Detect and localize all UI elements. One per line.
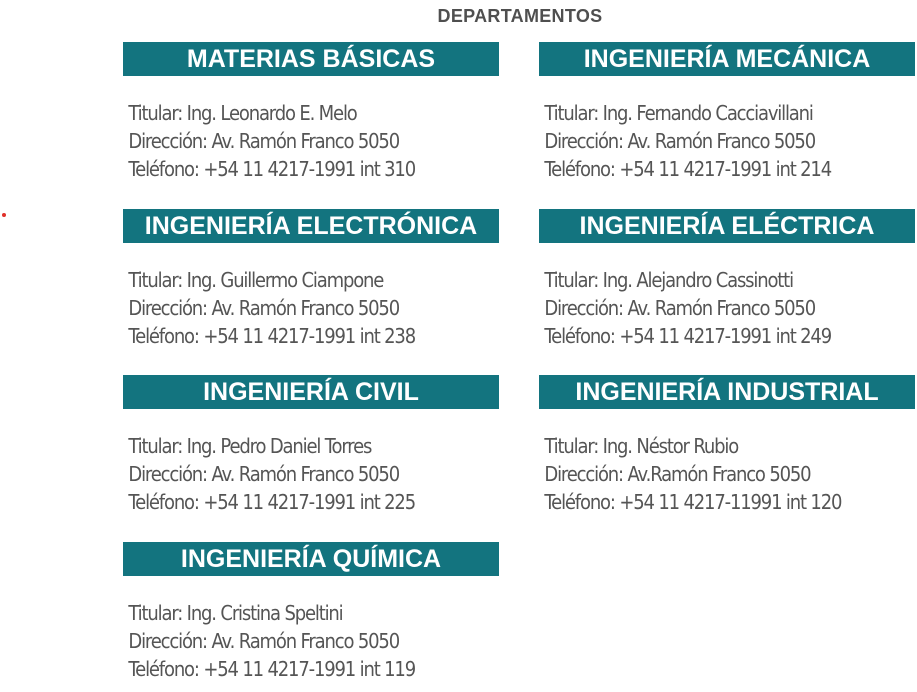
department-titular: Titular: Ing. Leonardo E. Melo [128,101,357,125]
department-telefono: Teléfono: +54 11 4217-1991 int 225 [128,490,415,514]
department-direccion: Dirección: Av. Ramón Franco 5050 [544,129,816,153]
department-titular: Titular: Ing. Fernando Cacciavillani [544,101,813,125]
department-ingenieria-quimica [123,542,499,683]
department-titular: Titular: Ing. Néstor Rubio [544,434,739,458]
department-titular: Titular: Ing. Cristina Speltini [128,601,343,625]
department-ingenieria-electrica [539,209,915,350]
department-titular: Titular: Ing. Pedro Daniel Torres [128,434,372,458]
department-info [123,99,461,183]
department-titular: Titular: Ing. Guillermo Ciampone [128,268,384,292]
department-direccion: Dirección: Av. Ramón Franco 5050 [128,296,400,320]
department-heading: INGENIERÍA MECÁNICA [539,42,915,76]
department-ingenieria-electronica [123,209,499,350]
department-info [539,99,877,183]
department-direccion: Dirección: Av. Ramón Franco 5050 [544,296,816,320]
department-info [539,266,877,350]
department-telefono: Teléfono: +54 11 4217-1991 int 310 [128,157,415,181]
department-heading: MATERIAS BÁSICAS [123,42,499,76]
department-heading: INGENIERÍA INDUSTRIAL [539,375,915,409]
page-title: DEPARTAMENTOS [437,6,603,26]
department-direccion: Dirección: Av. Ramón Franco 5050 [128,129,400,153]
department-direccion: Dirección: Av. Ramón Franco 5050 [128,629,400,653]
department-heading: INGENIERÍA QUÍMICA [123,542,499,576]
department-info [123,266,461,350]
department-info [123,599,461,683]
department-ingenieria-mecanica [539,42,915,183]
department-heading: INGENIERÍA ELÉCTRICA [539,209,915,243]
department-telefono: Teléfono: +54 11 4217-1991 int 214 [544,157,831,181]
department-telefono: Teléfono: +54 11 4217-1991 int 119 [128,657,415,681]
red-dot-marker [2,213,6,217]
department-info [539,432,877,516]
department-telefono: Teléfono: +54 11 4217-11991 int 120 [544,490,842,514]
department-telefono: Teléfono: +54 11 4217-1991 int 238 [128,324,415,348]
department-materias-basicas [123,42,499,183]
department-ingenieria-civil [123,375,499,516]
department-ingenieria-industrial [539,375,915,516]
department-info [123,432,461,516]
department-titular: Titular: Ing. Alejandro Cassinotti [544,268,793,292]
department-telefono: Teléfono: +54 11 4217-1991 int 249 [544,324,831,348]
department-direccion: Dirección: Av. Ramón Franco 5050 [128,462,400,486]
department-heading: INGENIERÍA ELECTRÓNICA [123,209,499,243]
department-heading: INGENIERÍA CIVIL [123,375,499,409]
department-direccion: Dirección: Av.Ramón Franco 5050 [544,462,811,486]
